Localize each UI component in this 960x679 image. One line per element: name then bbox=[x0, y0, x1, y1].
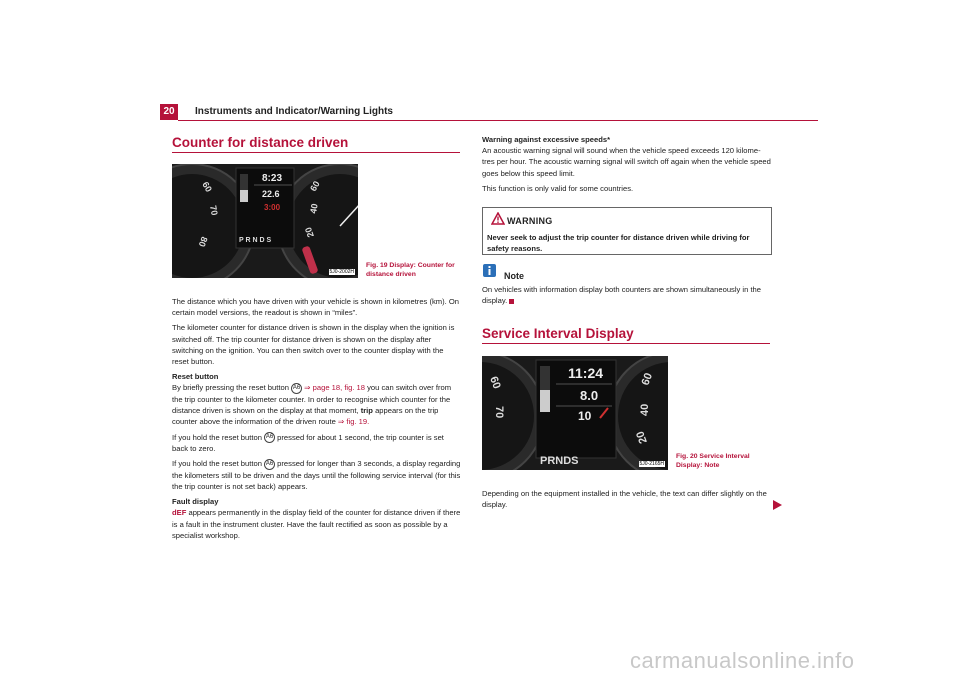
display-time-19 bbox=[262, 173, 282, 184]
paragraph: This function is only valid for some countries. bbox=[482, 183, 634, 193]
svg-text:PRNDS: PRNDS bbox=[540, 455, 579, 467]
svg-text:3:00: 3:00 bbox=[264, 203, 281, 212]
svg-text:60: 60 bbox=[200, 180, 214, 194]
reset-button-badge: A6 bbox=[264, 459, 275, 470]
running-title: Instruments and Indicator/Warning Lights bbox=[195, 106, 393, 117]
svg-text:P R N D S: P R N D S bbox=[239, 237, 272, 244]
svg-text:20: 20 bbox=[634, 429, 650, 446]
text: appears on the trip counter above the information of the driven route bbox=[172, 406, 439, 427]
section-rule bbox=[172, 152, 460, 153]
display-temp-19 bbox=[262, 189, 280, 199]
section1-body bbox=[172, 296, 462, 545]
figure-19 bbox=[172, 164, 358, 278]
text: If you hold the reset button bbox=[172, 432, 262, 442]
svg-text:70: 70 bbox=[493, 406, 505, 419]
paragraph: Depending on the equipment installed in the vehicle, the text can differ slightly on the display. bbox=[482, 489, 767, 510]
next-page-arrow-icon bbox=[773, 500, 782, 510]
display-gears-19 bbox=[239, 237, 271, 244]
paragraph: On vehicles with information display both counters are shown simultaneously in the display. bbox=[482, 285, 762, 306]
page-reference-link[interactable]: ⇒ page 18, fig. 18 bbox=[304, 383, 365, 393]
reset-button-badge: A6 bbox=[291, 383, 302, 394]
svg-text:11:24: 11:24 bbox=[568, 365, 604, 381]
section-rule bbox=[482, 343, 770, 344]
text: pressed for about 1 second, the trip counter is set back to zero. bbox=[172, 432, 444, 454]
note-info-icon bbox=[483, 264, 496, 277]
paragraph: The distance which you have driven with your vehicle is shown in kilometres (km). On certain model versions, the readout is shown in “miles”. bbox=[172, 297, 459, 318]
text: By briefly pressing the reset button bbox=[172, 383, 289, 393]
dashboard-illustration bbox=[172, 164, 358, 278]
text: you can switch over from the trip counter to the kilometer counter. In order to recognise which counter for the distance driven is shown on the display at that moment, bbox=[172, 383, 452, 416]
display-temp-20 bbox=[580, 388, 598, 403]
display-distance-19 bbox=[264, 203, 281, 212]
page-number: 20 bbox=[160, 104, 178, 120]
figure-code: 5J0-2002H bbox=[329, 269, 354, 275]
end-of-section-marker bbox=[509, 299, 514, 304]
figure-20-caption: Fig. 20 Service Interval Display: Note bbox=[676, 453, 750, 469]
trip-label: trip bbox=[360, 406, 373, 416]
figure-reference-link[interactable]: ⇒ fig. 19. bbox=[337, 417, 370, 427]
watermark: carmanualsonline.info bbox=[630, 648, 855, 673]
paragraph bbox=[172, 382, 462, 427]
text: appears permanently in the display field of the counter for distance driven if there is a fault in the instrument cluster. Have the fault rectified as soon as possible by a specialist workshop. bbox=[172, 508, 461, 540]
svg-text:70: 70 bbox=[208, 204, 220, 217]
fault-code: dEF bbox=[172, 508, 187, 518]
section-title-service: Service Interval Display bbox=[482, 326, 634, 341]
section2-body bbox=[482, 488, 774, 514]
svg-text:8.0: 8.0 bbox=[580, 388, 599, 403]
subheading-speed: Warning against excessive speeds* bbox=[482, 135, 611, 144]
reset-button-badge: A6 bbox=[264, 432, 275, 443]
svg-text:60: 60 bbox=[639, 371, 656, 388]
text: pressed for longer than 3 seconds, a display regarding the kilometers still to be driven and the days until the following service interval (for this the trip counter is not set back) appears. bbox=[172, 459, 461, 491]
paragraph bbox=[172, 507, 462, 541]
figure-20 bbox=[482, 356, 668, 470]
warning-triangle-icon bbox=[491, 212, 505, 225]
subheading-reset: Reset button bbox=[172, 372, 219, 382]
subheading-fault: Fault display bbox=[172, 497, 219, 507]
paragraph: The kilometer counter for distance driven is shown in the display when the ignition is switched off. The trip counter for distance driven is shown on the display after switching on the ignition. You can then switch over to the counter display with the reset button. bbox=[172, 323, 455, 367]
warning-box bbox=[482, 207, 772, 255]
svg-text:40: 40 bbox=[639, 403, 651, 416]
figure-19-caption: Fig. 19 Display: Counter for distance driven bbox=[366, 262, 455, 278]
display-time-20 bbox=[568, 365, 603, 381]
text: If you hold the reset button bbox=[172, 459, 262, 469]
dashboard-illustration bbox=[482, 356, 668, 470]
speed-warning-section bbox=[482, 134, 772, 198]
display-gears-20 bbox=[540, 455, 579, 467]
svg-text:8:23: 8:23 bbox=[262, 173, 283, 184]
svg-text:60: 60 bbox=[308, 179, 322, 193]
header-rule bbox=[178, 120, 818, 121]
paragraph bbox=[172, 458, 462, 492]
svg-text:10: 10 bbox=[578, 409, 592, 423]
svg-text:80: 80 bbox=[196, 235, 210, 249]
figure-code: 5J0-2165H bbox=[639, 461, 664, 467]
warning-text: Never seek to adjust the trip counter for distance driven while driving for safety reasons. bbox=[487, 233, 750, 253]
note-body bbox=[482, 284, 774, 310]
svg-text:22.6: 22.6 bbox=[262, 189, 280, 199]
section-title-counter: Counter for distance driven bbox=[172, 135, 349, 150]
svg-text:40: 40 bbox=[308, 202, 320, 215]
display-service-value-20 bbox=[578, 409, 592, 423]
note-title: Note bbox=[504, 271, 524, 281]
paragraph: An acoustic warning signal will sound when the vehicle speed exceeds 120 kilome-tres per hour. The acoustic warning signal will switch off again when the vehicle speed goes below this speed limit. bbox=[482, 146, 771, 178]
warning-title: WARNING bbox=[507, 216, 553, 226]
svg-text:60: 60 bbox=[487, 374, 503, 391]
paragraph bbox=[172, 432, 462, 455]
svg-text:20: 20 bbox=[303, 225, 316, 239]
